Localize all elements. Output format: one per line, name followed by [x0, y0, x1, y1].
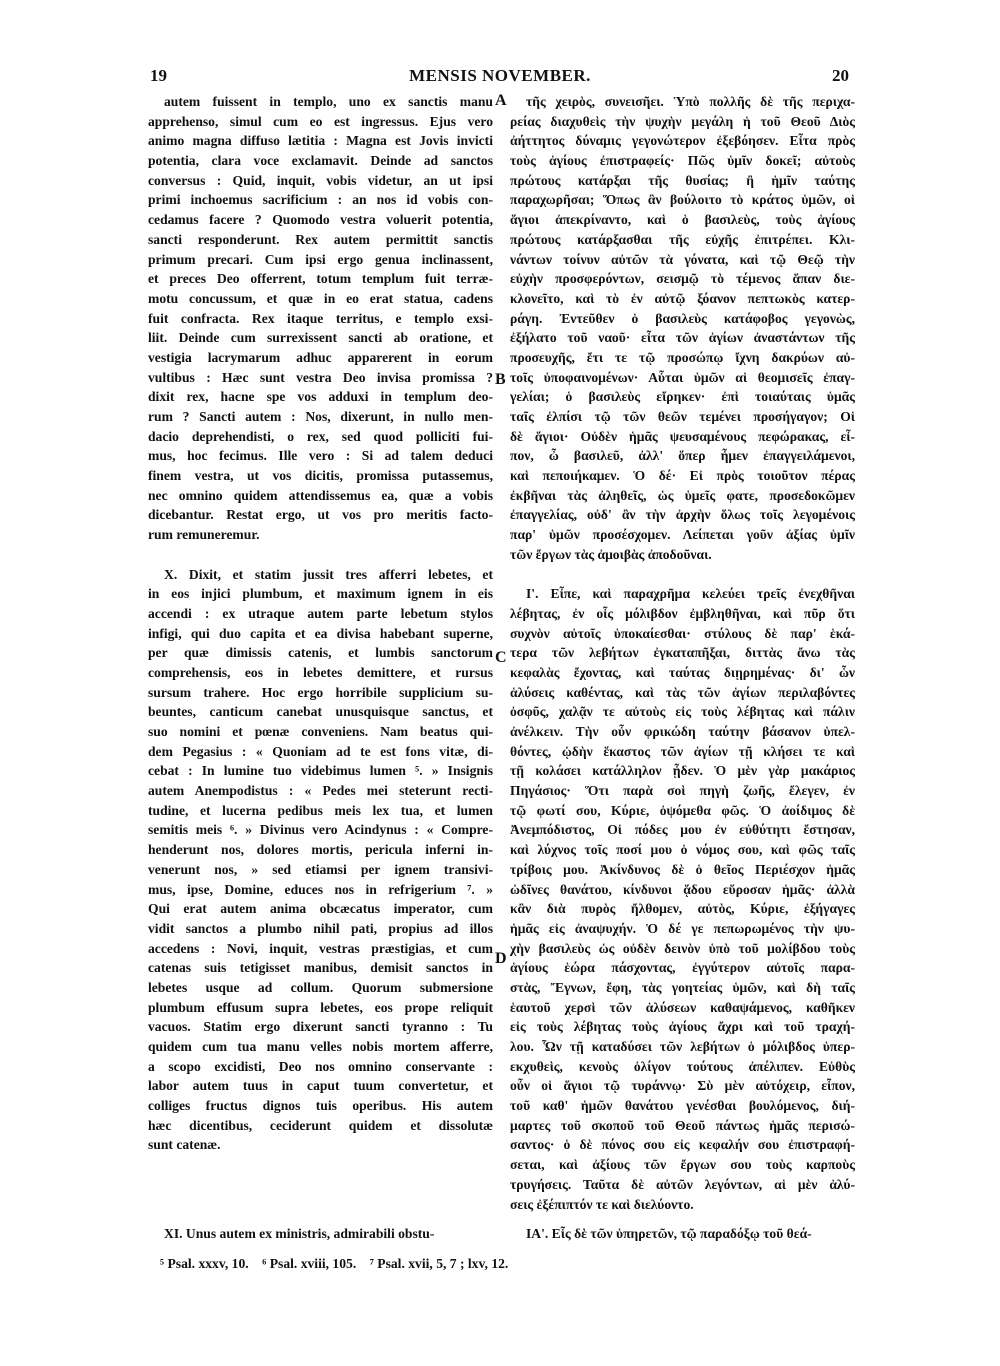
greek-text-line: χὴν βασιλεὺς ὡς οὐδὲν δεινὸν ὑπὸ τοῦ μολίβδου τοὺς	[510, 940, 855, 956]
latin-text-line: plumbum effusum supra lebetes, eos prope reliquit	[148, 999, 493, 1015]
greek-text-line: τοὺς ἁγίους ἐπιστραφείς· Πῶς ὑμῖν δοκεῖ; αὐτοὺς	[510, 153, 855, 169]
latin-text-line: sunt catenæ.	[148, 1137, 221, 1153]
greek-text-line: σεται, καὶ ἀξίους τῶν ἔργων σου τοὺς καρποὺς	[510, 1157, 855, 1173]
greek-text-line: ἁγίους ἑώρα πάσχοντας, ἐγγύτερον αὐτοῖς παρα-	[510, 960, 855, 976]
latin-text-line: venerunt nos, » sed etiamsi per ignem transivi-	[148, 861, 493, 877]
greek-text-line: εκχυθεὶς, κενοὺς ὀλίγον τούτους ἀπέλιπεν. Εὐθὺς	[510, 1058, 855, 1074]
latin-text-line: dem Pegasius : « Quoniam ad te est fons vitæ, di-	[148, 743, 493, 759]
footnote: ⁶ Psal. xviii, 105.	[262, 1256, 357, 1271]
greek-text-line: προσευχῆς, ἔτι τε τῷ προσώπῳ ἴχνη δακρύων αὐ-	[510, 349, 855, 365]
footnote: ⁵ Psal. xxxv, 10.	[160, 1256, 249, 1271]
greek-text-line: τρίβοις μου. Ἀκίνδυνος δὲ ὁ θεῖος Περιέσχον ἡμᾶς	[510, 861, 855, 877]
greek-text-line: τῶν ἔργων τὰς ἀμοιβὰς ἀποδοῦναι.	[510, 546, 712, 562]
greek-text-line: τῆς χειρὸς, συνεισῆει. Ὑπὸ πολλῆς δὲ τῆς περιχα-	[526, 94, 855, 109]
greek-text-line: δὲ ἅγιοι· Οὐδὲν ἡμᾶς ψευσαμένους πεφώρακας, εἶ-	[510, 428, 855, 444]
latin-text-line: accendi : ex utraque autem parte lebetum stylos	[148, 605, 493, 621]
latin-text-line: rum remuneremur.	[148, 527, 260, 543]
latin-text-line: suo nomini et pœnæ conveniens. Nam beatus qui-	[148, 724, 493, 739]
latin-text-line: colliges fructus dignos tuis operibus. His autem	[148, 1098, 493, 1114]
greek-text-line: ἐπαγγελίας, οὐδ' ἂν τὴν ἀρχὴν ὅλως τοῖς λεγομένοις	[510, 507, 855, 523]
margin-letter-d: D	[495, 950, 507, 967]
greek-text-line: ταῖς ἐλπίσι τῷ τῶν θεῶν τεμένει προσήγαγον; Οἱ	[510, 409, 855, 424]
greek-text-line: κἂν διὰ πυρὸς ἤλθομεν, αὐτὸς, Κύριε, ἐξήγαγες	[510, 901, 855, 917]
latin-text-line: lebetes usque ad collum. Quorum submersione	[148, 979, 493, 995]
latin-text-line: labor autem tuus in caput tuum convertetur, et	[148, 1078, 493, 1094]
greek-text-line: οὖν οἱ ἅγιοι τῷ τυράννῳ· Σὺ μὲν αὐτόχειρ, εἶπον,	[510, 1078, 855, 1094]
margin-letter-c: C	[495, 649, 507, 666]
greek-text-line: λου. Ὧν τῇ καταδύσει τῶν λεβήτων ὁ μόλιβδος ὑπερ-	[510, 1039, 855, 1054]
greek-text-line: ράγη. Ἐντεῦθεν ὁ βασιλεὺς κατάφοβος γεγονὼς,	[510, 310, 855, 326]
greek-text-line: ρείας διαχυθεὶς τὴν ψυχὴν μεγάλη ἡ τοῦ Θεοῦ Διὸς	[510, 113, 855, 129]
greek-text-line: παραχωρῆσαι; Ὅπως ἂν βούλοιτο τὸ κράτος ὑμῶν, οἱ	[510, 192, 855, 208]
latin-text-line: conversus : Quid, inquit, vobis videtur, an ut ipsi	[148, 172, 493, 188]
latin-text-line: primum precari. Cum ipsi ergo genua inclinassent,	[148, 251, 493, 267]
greek-text-line: σαντος· ὁ δὲ πόνος σου εἰς κεφαλήν σου ἐπιστραφή-	[510, 1137, 855, 1153]
margin-letter-a: A	[495, 92, 507, 109]
greek-text-line: νάντων τοίνυν αὐτῶν τὰ γόνατα, καὶ τῷ Θεῷ τὴν	[510, 251, 855, 267]
latin-text-line: potentia, clara voce exclamavit. Deinde ad sanctos	[148, 153, 493, 169]
latin-text-line: cebat : In lumine tuo videbimus lumen ⁵. » Insignis	[148, 763, 493, 779]
latin-text-line: animo magna diffuso lætitia : Magna est Jovis invicti	[148, 133, 493, 149]
latin-text-line: henderunt nos, dolores mortis, pericula inferni in-	[148, 842, 493, 858]
latin-text-line: per quæ dimissis catenis, et lumbis sanctorum	[148, 645, 493, 661]
greek-text-line: τοῖς ὑποφαινομένων· Αὗται ὑμῶν αἱ θεομισεῖς ἐπαγ-	[510, 369, 855, 385]
latin-text-line: finem vestra, ut vos dicitis, promissa putassemus,	[148, 468, 493, 484]
page-number-right: 20	[832, 66, 849, 85]
greek-text-line: καὶ πεποιήκαμεν. Ὁ δέ· Εἰ πρὸς τοιοῦτον πέρας	[510, 468, 855, 484]
greek-text-line: τερα τῶν λεβήτων ἐγκαταπῆξαι, διττὰς ἄνω τὰς	[510, 645, 855, 661]
latin-text-line: primi inchoemus sacrificium : an nos id vobis con-	[148, 192, 493, 208]
greek-text-line: καὶ λύχνος τοῖς ποσί μου ὁ νόμος σου, καὶ φῶς ταῖς	[510, 842, 855, 858]
margin-letter-b: B	[495, 371, 506, 388]
greek-text-line: ἅγιοι ἀπεκρίναντο, καὶ ὁ βασιλεὺς, τοὺς ἁγίους	[510, 212, 855, 228]
latin-text-line: fuit confracta. Rex itaque territus, e templo exsi-	[148, 310, 493, 326]
latin-text-line: tudine, et lucerna pedibus meis lex tua, et lumen	[148, 802, 493, 818]
latin-text-line: liit. Deinde cum surrexissent sancti ab oratione, et	[148, 330, 493, 346]
greek-text-line: σεις ἐξέπιπτόν τε καὶ διελύοντο.	[510, 1196, 694, 1212]
greek-text-line: στὰς, Ἔγνων, ἔφη, τὰς γοητείας ὑμῶν, καὶ δὴ ταῖς	[510, 979, 855, 995]
latin-text-line: vacuos. Statim ergo dixerunt sancti tyranno : Tu	[148, 1019, 493, 1035]
latin-text-line: comprehensis, eos in lebetes demittere, et rursus	[148, 664, 493, 680]
greek-text-line: πρώτους κατάρξαι τῆς θυσίας; ἢ ἡμῖν ταύτης	[510, 172, 855, 188]
latin-text-line: apprehenso, simul cum eo est ingressus. Ejus vero	[148, 113, 493, 129]
latin-text-line: vestigia lacrymarum adhuc apparerent in eorum	[148, 349, 493, 365]
greek-text-line: κεφαλὰς ἔχοντας, καὶ ταύτας διῃρημένας· δι' ὧν	[510, 664, 855, 680]
greek-text-line: Ἀνεμπόδιστος, Οἱ πόδες μου ἐν εὐθύτητι ἔστησαν,	[510, 822, 855, 838]
paragraph-gap	[510, 565, 855, 585]
greek-text-line: ἁλύσεις καθέντας, καὶ τὰς τῶν ἁγίων περιλαβόντες	[510, 684, 855, 700]
greek-text-line: κλονεῖτο, καὶ τὸ ἐν αὐτῷ ξόανον πεπτωκὸς κατερ-	[510, 290, 855, 306]
latin-text-line: beuntes, canticum canebat unusquisque sanctus, et	[148, 704, 493, 720]
latin-text-line: hæc dicentibus, ceciderunt quidem et dissolutæ	[148, 1117, 493, 1133]
greek-text-line: ἀνέλκειν. Τὴν οὖν φρικώδη ταύτην βάσανον ὑπελ-	[510, 724, 855, 739]
greek-text-line: τοῦ καθ' ἡμῶν θανάτου γενέσθαι βουλόμενος, διή-	[510, 1098, 855, 1114]
latin-text-line: autem fuissent in templo, uno ex sanctis manu	[164, 94, 493, 109]
latin-text-line: et preces Deo offerrent, totum templum fuit terræ-	[148, 271, 493, 287]
greek-text-line: μαρτες τοῦ σκοποῦ τοῦ Θεοῦ πάντως ἡμᾶς περισώ-	[510, 1117, 855, 1133]
greek-text-line: πον, ὦ βασιλεῦ, ἀλλ' ὅπερ ἦμεν ἐπαγγειλάμενοι,	[510, 448, 855, 464]
greek-text-line: Ι'. Εἶπε, καὶ παραχρῆμα κελεύει τρεῖς ἐνεχθῆναι	[526, 586, 855, 602]
latin-text-line: Qui erat autem anima obcæcatus imperator, cum	[148, 901, 493, 917]
greek-text-line: ὀσφῦς, χαλᾷν τε αὐτοὺς εἰς τοὺς λέβητας καὶ πάλιν	[510, 704, 855, 720]
footnotes	[160, 1256, 508, 1272]
latin-text-line: a scopo excidisti, Deo nos omnino conservante :	[148, 1058, 493, 1074]
greek-text-line: λέβητας, ἐν οἷς μόλιβδον ἐμβληθῆναι, καὶ πῦρ ὅτι	[510, 605, 855, 621]
greek-text-line: γελίαι; ὁ βασιλεὺς εἴρηκεν· ἐπὶ τοιαύταις ὑμᾶς	[510, 389, 855, 405]
running-title: MENSIS NOVEMBER.	[409, 66, 591, 85]
latin-text-line: infigi, qui duo capita et ea divisa habebant superne,	[148, 625, 493, 641]
latin-text-line: mus, hoc fecimus. Ille vero : Si ad talem deduci	[148, 448, 493, 464]
latin-text-line: in eos injici plumbum, et maximum ignem in eis	[148, 586, 493, 602]
latin-text-line: catenas suis tetigisset manibus, demisit sanctos in	[148, 960, 493, 976]
latin-text-line: autem Anempodistus : « Pedes mei steterunt recti-	[148, 783, 493, 799]
greek-text-line: ἐξήλατο τοῦ ναοῦ· εἶτα τῶν ἁγίων ἀναστάντων τῆς	[510, 330, 855, 346]
latin-text-line: sursum trahere. Hoc ergo horribile supplicium su-	[148, 684, 493, 700]
page-number-left: 19	[150, 66, 167, 85]
latin-text-line: rum ? Sancti autem : Nos, dixerunt, in nullo men-	[148, 409, 493, 424]
latin-text-line: quidem cum tua manu velles nobis mortem afferre,	[148, 1039, 493, 1054]
latin-text-line: vultibus : Hæc sunt vestra Deo invisa promissa ?	[148, 369, 493, 385]
greek-text-line: ἑαυτοῦ χερσὶ τῶν ἁλύσεων καθαψάμενος, καθῆκεν	[510, 999, 855, 1015]
latin-text-line: nec omnino quidem attendissemus ea, quæ a vobis	[148, 487, 493, 503]
latin-text-line: mus, ipse, Domine, educes nos in refrigerium ⁷. »	[148, 881, 493, 897]
greek-text-line: ἐκβῆναι τὰς ἀληθεῖς, ὡς ὑμεῖς φατε, προσεδοκῶμεν	[510, 487, 855, 503]
greek-text-line: ἀήττητος δύναμις γεγονώτερον ἐξεβόησεν. Εἶτα πρὸς	[510, 133, 855, 149]
latin-text-line: semitis meis ⁶. » Divinus vero Acindynus : « Compre-	[148, 822, 493, 838]
greek-text-line: τῇ κολάσει κατάλληλον ᾖδεν. Ὁ μὲν γὰρ μακάριος	[510, 763, 855, 779]
greek-column	[510, 92, 855, 1214]
greek-text-line: παρ' ὑμῶν προσέσχομεν. Λείπεται γοῦν ἀξίας ὑμῖν	[510, 527, 855, 543]
latin-text-line: cedamus facere ? Quomodo vestra voluerit potentia,	[148, 212, 493, 228]
greek-text-line: τῷ φωτί σου, Κύριε, ὀψόμεθα φῶς. Ὁ ἀοίδιμος δὲ	[510, 802, 855, 818]
greek-text-line: εἰς τοὺς λέβητας τοὺς ἁγίους ἄχρι καὶ τοῦ τραχή-	[510, 1019, 855, 1035]
greek-text-line: ὠδῖνες θανάτου, κίνδυνοι ᾅδου εὕροσαν ἡμᾶς· ἀλλὰ	[510, 881, 855, 897]
latin-text-line: X. Dixit, et statim jussit tres afferri lebetes, et	[164, 566, 493, 582]
greek-text-line: τρυγήσεις. Ταῦτα δὲ αὐτῶν λεγόντων, αἱ μὲν ἁλύ-	[510, 1176, 855, 1192]
greek-closing-line: ΙΑ'. Εἷς δὲ τῶν ὑπηρετῶν, τῷ παραδόξῳ τοῦ θεά-	[526, 1226, 812, 1241]
greek-text-line: ἡμᾶς εἰς ἀναψυχήν. Ὁ δέ γε πεπωρωμένος τὴν ψυ-	[510, 920, 855, 936]
latin-text-line: accedens : Novi, inquit, vestras præstigias, et cum	[148, 940, 493, 956]
footnote: ⁷ Psal. xvii, 5, 7 ; lxv, 12.	[369, 1256, 509, 1271]
greek-text-line: πρώτους κατάρξασθαι τῆς εὐχῆς ἐπιτρέπει. Κλι-	[510, 231, 855, 247]
latin-text-line: sancti responderunt. Rex autem permittit sanctis	[148, 231, 493, 247]
latin-text-line: dicebantur. Restat ergo, ut vos pro meritis facto-	[148, 507, 493, 523]
greek-text-line: θόντες, ᾠδὴν ἕκαστος τῶν ἁγίων τῇ κλήσει τε καὶ	[510, 743, 855, 759]
greek-text-line: συχνὸν αὐτοῖς ὑποκαίεσθαι· στύλους δὲ παρ' ἑκά-	[510, 625, 855, 641]
latin-text-line: dixit rex, hacne spe vos adduxi in templum deo-	[148, 389, 493, 405]
greek-text-line: Πηγάσιος· Ὅτι παρὰ σοὶ πηγὴ ζωῆς, ἔλεγεν, ἐν	[510, 783, 855, 799]
latin-column	[148, 92, 493, 1155]
greek-text-line: εὐχὴν προσφερόντων, σεισμῷ τὸ τέμενος ἅπαν διε-	[510, 271, 855, 287]
latin-text-line: vidit sanctos a plumbo nihil pati, propius ad illos	[148, 920, 493, 936]
latin-text-line: dacio deprehendisti, o rex, sed quod polliciti fui-	[148, 428, 493, 444]
latin-text-line: motu concussum, et quæ in eo erat statua, cadens	[148, 290, 493, 306]
paragraph-gap	[148, 545, 493, 565]
latin-closing-line: XI. Unus autem ex ministris, admirabili obstu-	[164, 1226, 435, 1241]
